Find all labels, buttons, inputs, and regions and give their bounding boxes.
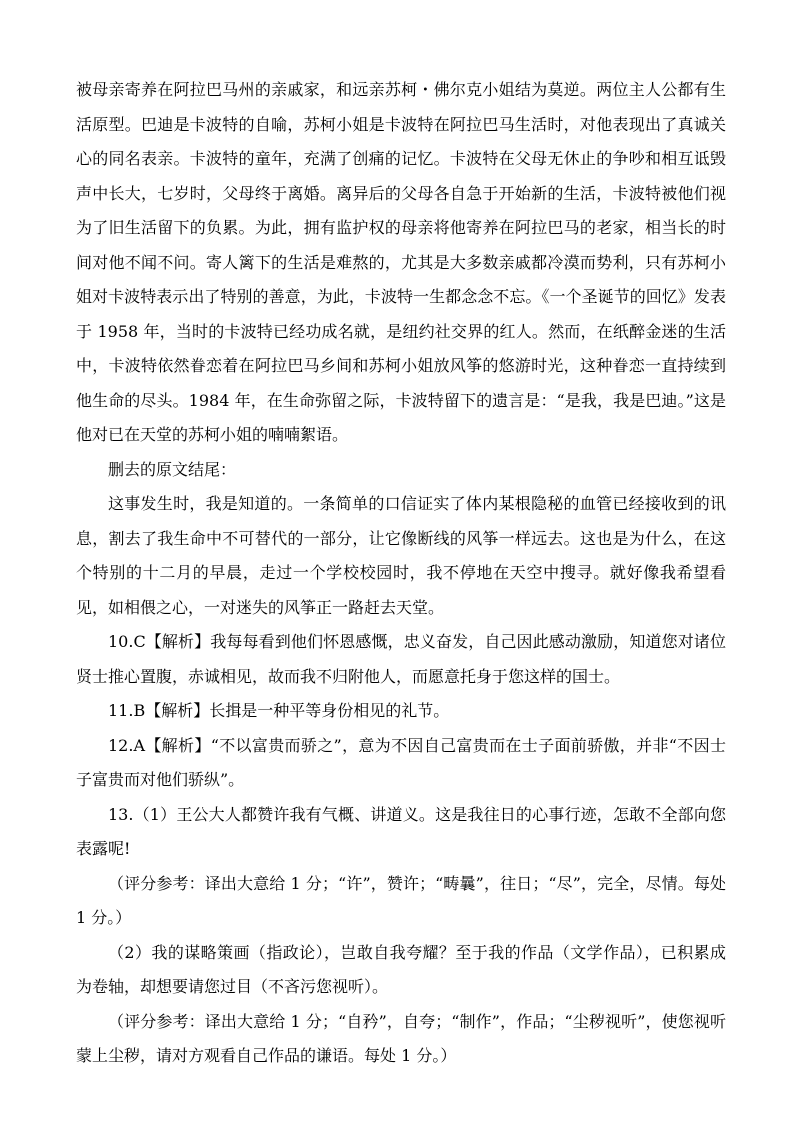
answer-11	[76, 694, 726, 729]
answer-10-text: 我每每看到他们怀恩感慨，忠义奋发，自己因此感动激励，知道您对诸位贤士推心置腹，赤诚相见，故而我不归附他人，而愿意托身于您这样的国士。	[76, 632, 726, 686]
answer-11-label: 11.B【解析】	[108, 701, 210, 720]
answer-13-part1: 13.（1）王公大人都赞许我有气概、讲道义。这是我往日的心事行迹，怎敢不全部向您表露呢!	[76, 804, 726, 858]
deleted-ending-heading: 删去的原文结尾：	[108, 459, 237, 479]
document-body	[76, 73, 726, 1074]
answer-12	[76, 729, 726, 798]
answer-10-label: 10.C【解析】	[108, 632, 211, 651]
answer-13-part2: （2）我的谋略策画（指政论），岂敢自我夸耀？至于我的作品（文学作品），已积累成为卷轴，却想要请您过目（不吝污您视听）。	[76, 942, 726, 996]
deleted-ending-text: 这事发生时，我是知道的。一条简单的口信证实了体内某根隐秘的血管已经接收到的讯息，割去了我生命中不可替代的一部分，让它像断线的风筝一样远去。这也是为什么，在这个特别的十二月的早晨，走过一个学校校园时，我不停地在天空中搜寻。就好像我希望看见，如相偎之心，一对迷失的风筝正一路赶去天堂。	[76, 494, 726, 617]
answer-13-scoring2: （评分参考：译出大意给 1 分；“自矜”，自夸；“制作”，作品；“尘秽视听”，使您视听蒙上尘秽，请对方观看自己作品的谦语。每处 1 分。）	[76, 1011, 726, 1065]
answer-12-text: “不以富贵而骄之”，意为不因自己富贵而在士子面前骄傲，并非“不因士子富贵而对他们骄纵”。	[76, 735, 726, 789]
passage-paragraph: 被母亲寄养在阿拉巴马州的亲戚家，和远亲苏柯・佛尔克小姐结为莫逆。两位主人公都有生活原型。巴迪是卡波特的自喻，苏柯小姐是卡波特在阿拉巴马生活时，对他表现出了真诚关心的同名表亲。卡波特的童年，充满了创痛的记忆。卡波特在父母无休止的争吵和相互诋毁声中长大，七岁时，父母终于离婚。离异后的父母各自急于开始新的生活，卡波特被他们视为了旧生活留下的负累。为此，拥有监护权的母亲将他寄养在阿拉巴马的老家，相当长的时间对他不闻不问。寄人篱下的生活是难熬的，尤其是大多数亲戚都冷漠而势利，只有苏柯小姐对卡波特表示出了特别的善意，为此，卡波特一生都念念不忘。《一个圣诞节的回忆》发表于 1958 年，当时的卡波特已经功成名就，是纽约社交界的红人。然而，在纸醉金迷的生活中，卡波特依然眷恋着在阿拉巴马乡间和苏柯小姐放风筝的悠游时光，这种眷恋一直持续到他生命的尽头。1984 年，在生命弥留之际，卡波特留下的遗言是：“是我，我是巴迪。”这是他对已在天堂的苏柯小姐的喃喃絮语。	[76, 80, 726, 444]
answer-10	[76, 625, 726, 694]
answer-12-label: 12.A【解析】	[108, 735, 211, 755]
answer-13-scoring1: （评分参考：译出大意给 1 分；“许”，赞许；“畴曩”，往日；“尽”，完全，尽情。每处 1 分。）	[76, 873, 726, 927]
answer-11-text: 长揖是一种平等身份相见的礼节。	[209, 701, 450, 720]
